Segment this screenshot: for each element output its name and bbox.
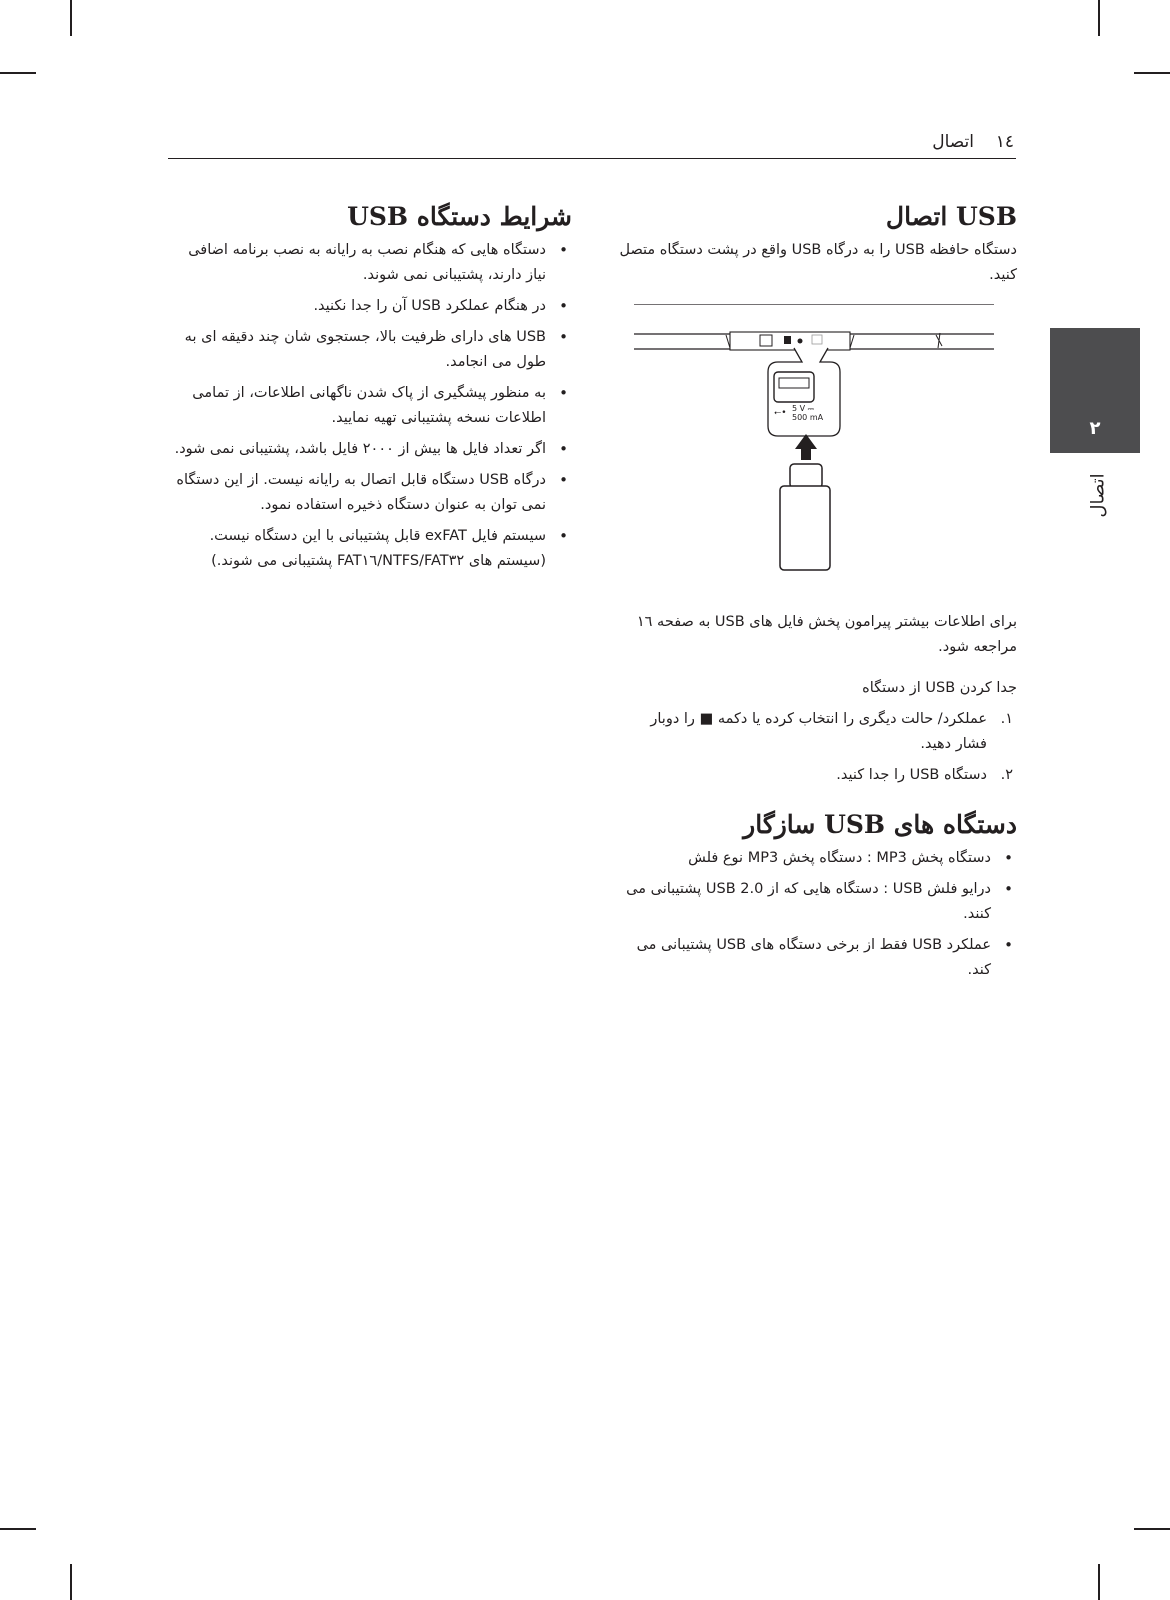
compatible-list [615, 846, 1017, 983]
page-header [168, 128, 1016, 159]
list-item: • دستگاه هایی که هنگام نصب به رایانه به نصب برنامه اضافی نیاز دارند، پشتیبانی نمی شوند. [168, 238, 572, 288]
list-item: • عملکرد USB فقط از برخی دستگاه های USB پشتیبانی می کند. [615, 933, 1017, 983]
list-item: • در هنگام عملکرد USB آن را جدا نکنید. [168, 294, 572, 319]
step-item [615, 763, 1017, 788]
usb-flash-drive [780, 464, 830, 570]
usb-requirements-section [168, 200, 572, 580]
crop-mark [1098, 0, 1100, 36]
crop-mark [1134, 1528, 1170, 1530]
step-number: ١. [1000, 711, 1013, 727]
rating-voltage: 5 V ⎓ [792, 404, 815, 413]
device-rear-panel [634, 332, 994, 350]
crop-mark [70, 1564, 72, 1600]
crop-mark [1134, 72, 1170, 74]
list-item: • دستگاه پخش MP3 : دستگاه پخش MP3 نوع فلش [615, 846, 1017, 871]
step-text: دستگاه USB را جدا کنید. [836, 767, 987, 783]
rating-current: 500 mA [792, 413, 824, 422]
chapter-tab [1050, 328, 1140, 453]
header-title: اتصال [932, 132, 974, 152]
step-text: عملکرد/ حالت دیگری را انتخاب کرده یا دکمه ■ را دوبار فشار دهید. [650, 711, 987, 752]
crop-mark [0, 1528, 36, 1530]
list-item: • درایو فلش USB : دستگاه هایی که از USB 2.0 پشتیبانی می کنند. [615, 877, 1017, 927]
chapter-label-text: اتصال [1087, 472, 1109, 518]
section-heading: USB اتصال [885, 202, 1017, 231]
insert-arrow [795, 434, 817, 460]
more-info-text: برای اطلاعات بیشتر پیرامون پخش فایل های USB به صفحه ١٦ مراجعه شود. [636, 614, 1017, 655]
list-item: • درگاه USB دستگاه قابل اتصال به رایانه نیست. از این دستگاه نمی توان به عنوان دستگاه ذخیره استفاده نمود. [168, 468, 572, 518]
usb-port-figure [634, 304, 994, 572]
requirements-list [168, 238, 572, 574]
step-item [615, 707, 1017, 757]
page-number: ١٤ [995, 132, 1014, 152]
list-item: • به منظور پیشگیری از پاک شدن ناگهانی اطلاعات، از تمامی اطلاعات نسخه پشتیبانی تهیه نمایید. [168, 381, 572, 431]
list-item: • اگر تعداد فایل ها بیش از ٢٠٠٠ فایل باشد، پشتیبانی نمی شود. [168, 437, 572, 462]
chapter-label [1068, 455, 1128, 535]
crop-mark [0, 72, 36, 74]
list-item: • USB های دارای ظرفیت بالا، جستجوی شان چند دقیقه ای به طول می انجامد. [168, 325, 572, 375]
list-item: • سیستم فایل exFAT قابل پشتیبانی با این دستگاه نیست. (سیستم های NTFS/FAT٣٢/FAT١٦ پشتیبانی می شوند.) [168, 524, 572, 574]
detach-heading: جدا کردن USB از دستگاه [862, 680, 1017, 696]
crop-mark [1098, 1564, 1100, 1600]
section-heading: شرایط دستگاه USB [347, 202, 572, 231]
compatible-heading: دستگاه های USB سازگار [743, 810, 1017, 839]
crop-mark [70, 0, 72, 36]
chapter-number: ٢ [1089, 418, 1101, 439]
step-number: ٢. [1000, 767, 1013, 783]
usb-symbol-icon: ⭠• [774, 408, 787, 418]
detach-steps [615, 707, 1017, 788]
intro-text: دستگاه حافظه USB را به درگاه USB واقع در پشت دستگاه متصل کنید. [619, 242, 1017, 283]
usb-diagram [634, 304, 994, 572]
port-callout [768, 348, 840, 436]
